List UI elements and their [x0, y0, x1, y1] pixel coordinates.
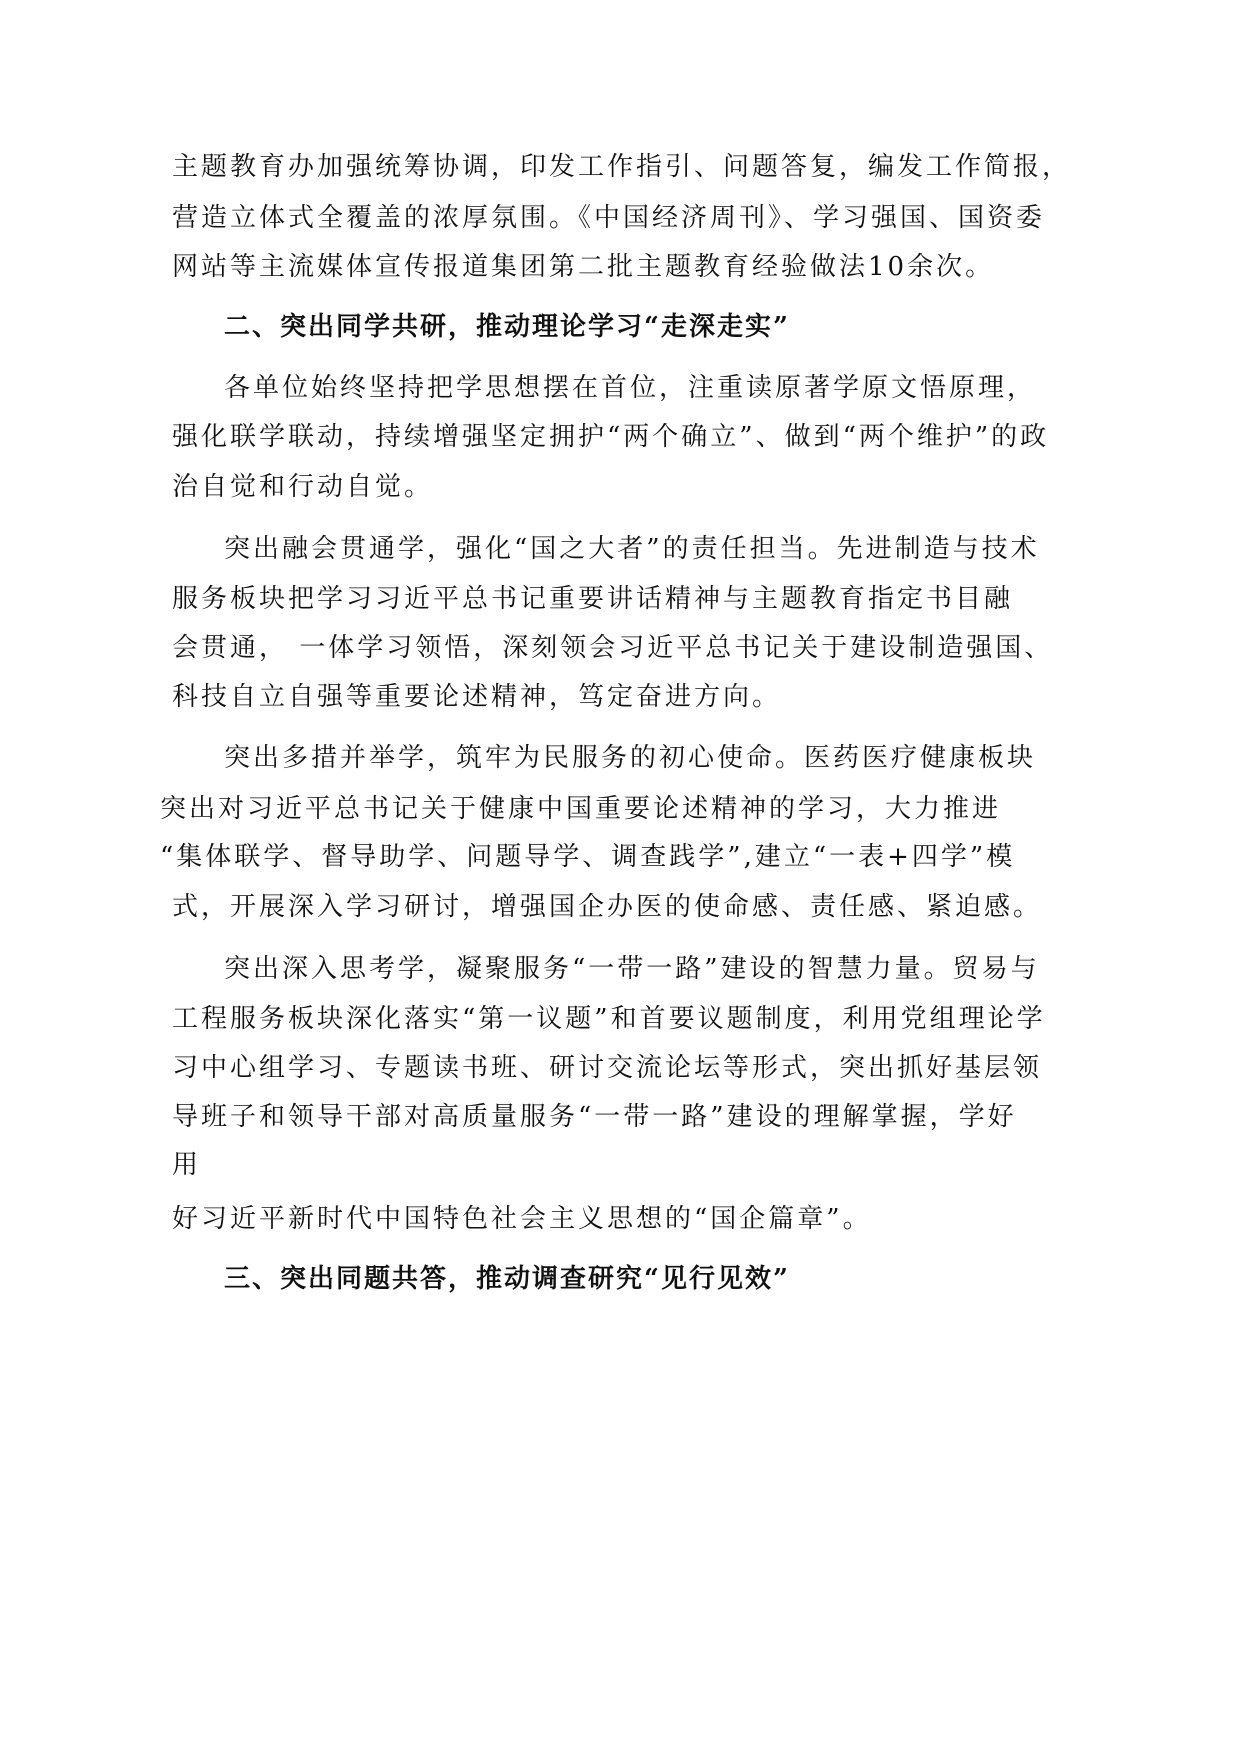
paragraph-line: 突出深入思考学，凝聚服务“一带一路”建设的智慧力量。贸易与	[224, 954, 1040, 984]
section-heading: 二、突出同学共研，推动理论学习“走深走实”	[224, 312, 790, 342]
paragraph-line: 会贯通， 一体学习领悟，深刻领会习近平总书记关于建设制造强国、	[172, 633, 1054, 663]
paragraph-line: 强化联学联动，持续增强坚定拥护“两个确立”、做到“两个维护”的政	[172, 422, 1050, 452]
section-heading: 三、突出同题共答，推动调查研究“见行见效”	[224, 1264, 790, 1294]
paragraph-line: 导班子和领导干部对高质量服务“一带一路”建设的理解掌握，学好	[172, 1102, 1017, 1132]
paragraph-line: 各单位始终坚持把学思想摆在首位，注重读原著学原文悟原理，	[224, 373, 1037, 403]
paragraph-line: 突出融会贯通学，强化“国之大者”的责任担当。先进制造与技术	[224, 534, 1040, 564]
paragraph-line: 治自觉和行动自觉。	[172, 472, 434, 502]
paragraph-line: 式，开展深入学习研讨，增强国企办医的使命感、责任感、紧迫感。	[172, 892, 1043, 922]
paragraph-line: 用	[172, 1150, 202, 1180]
paragraph-line: 突出多措并举学，筑牢为民服务的初心使命。医药医疗健康板块	[224, 743, 1037, 773]
paragraph-line: 科技自立自强等重要论述精神，笃定奋进方向。	[172, 682, 782, 712]
paragraph-line: 营造立体式全覆盖的浓厚氛围。《中国经济周刊》、学习强国、国资委	[172, 203, 1046, 233]
paragraph-line: “集体联学、督导助学、问题导学、调查践学”,建立“一表+四学”模	[160, 842, 1016, 872]
paragraph-line: 网站等主流媒体宣传报道集团第二批主题教育经验做法10余次。	[172, 252, 995, 282]
paragraph-line: 主题教育办加强统筹协调，印发工作指引、问题答复，编发工作简报，	[172, 152, 1072, 182]
paragraph-line: 服务板块把学习习近平总书记重要讲话精神与主题教育指定书目融	[172, 584, 1014, 614]
paragraph-line: 习中心组学习、专题读书班、研讨交流论坛等形式，突出抓好基层领	[172, 1053, 1043, 1083]
paragraph-line: 工程服务板块深化落实“第一议题”和首要议题制度，利用党组理论学	[172, 1004, 1046, 1034]
paragraph-line: 突出对习近平总书记关于健康中国重要论述精神的学习，大力推进	[160, 794, 1002, 824]
paragraph-line: 好习近平新时代中国特色社会主义思想的“国企篇章”。	[172, 1204, 872, 1234]
